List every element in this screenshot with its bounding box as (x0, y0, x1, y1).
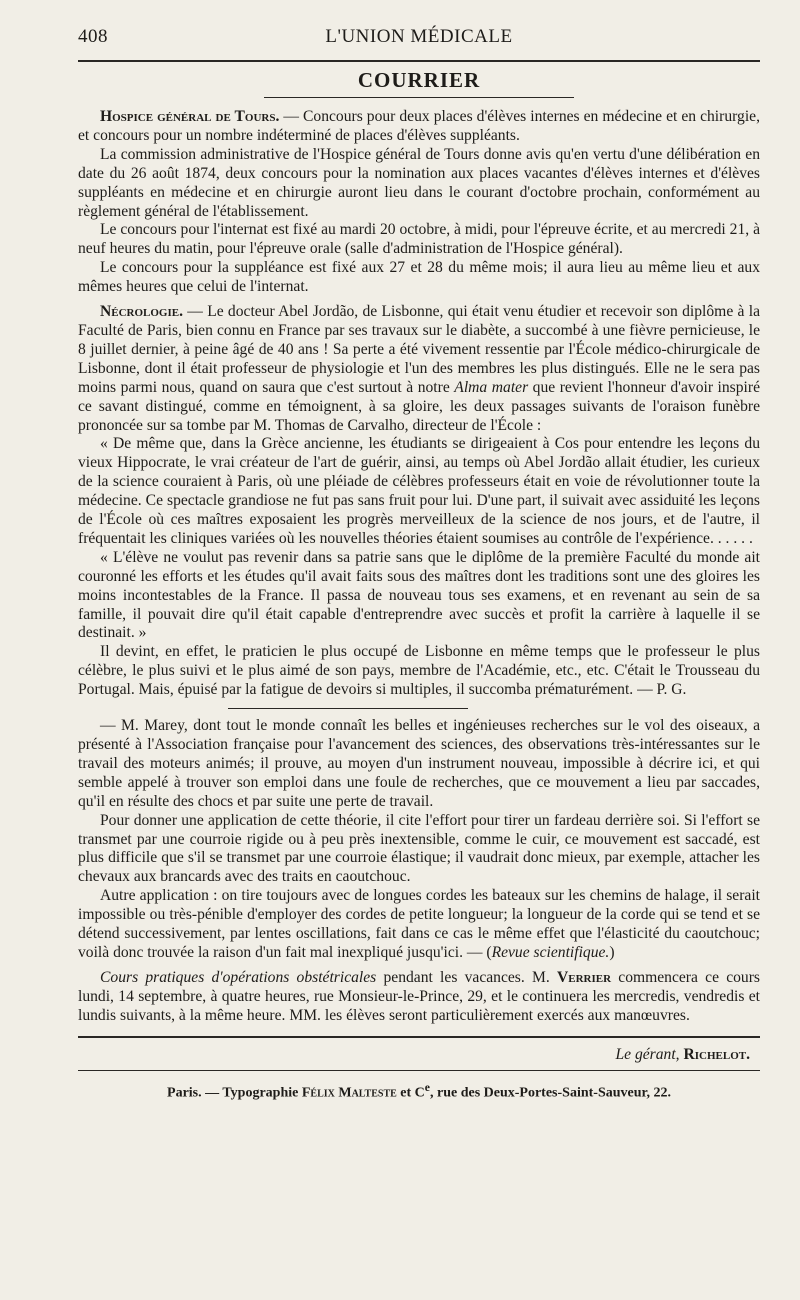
paragraph: Pour donner une application de cette théorie, il cite l'effort pour tirer un fardeau derrière soi. Si l'effort se transmet par une courroie rigide ou à peu près inextensible, comme le cuir, ce mouvement est saccadé, est plus difficile que s'il se transmet par une courroie élastique; il vaudrait donc mieux, par exemple, attacher les chevaux aux brancards avec des traits en caoutchouc. (78, 811, 760, 886)
paragraph-text: Autre application : on tire toujours avec de longues cordes les bateaux sur les chemins de halage, il serait impossible ou très-pénible d'employer des cordes de petite longueur; la longueur de la corde qui se tend et se détend successivement, par lentes oscillations, fait dans ce cas le même effet que l'élasticité du caoutchouc; voilà donc trouvée la raison d'un fait mal inexpliqué jusqu'ici. — ( (78, 887, 760, 961)
paragraph: « De même que, dans la Grèce ancienne, les étudiants se dirigeaient à Cos pour entendre les leçons du vieux Hippocrate, le vrai créateur de l'art de guérir, ainsi, au temps où Abel Jordão allait étudier, les curieux de la science couraient à Paris, où une pléiade de célèbres professeurs était en voie de révolutionner toute la médecine. Ce spectacle grandiose ne fut pas sans fruit pour lui. D'une part, il suivait avec assiduité les leçons de l'École où ces maîtres exposaient les progrès merveilleux de la science de nos jours, et de l'autre, il fréquentait les cliniques variées où les nouvelles théories étaient soumises au contrôle de l'expérience. . . . . . (78, 435, 760, 547)
section-title: COURRIER (357, 68, 481, 92)
alma-mater: Alma mater (454, 378, 529, 396)
paragraph (78, 303, 760, 435)
paragraph: La commission administrative de l'Hospice général de Tours donne avis qu'en vertu d'une délibération en date du 26 août 1874, deux concours pour la nomination aux places vacantes d'élèves internes et d'élèves suppléants en médecine et en chirurgie auront lieu dans le courant d'octobre prochain, conformément au règlement général de l'établissement. (78, 145, 760, 220)
page-header (78, 26, 760, 60)
paragraph (78, 969, 760, 1026)
header-rule (78, 60, 760, 62)
paragraph-text: commencera ce cours lundi, 14 septembre, à quatre heures, rue Monsieur-le-Prince, 29, et le continuera les mercredis, vendredis et lundis suivants, à la même heure. MM. les élèves seront particulièrement exercés aux manœuvres. (78, 968, 760, 1024)
title-rule (264, 97, 574, 98)
hospice-lead: Hospice général de Tours. (100, 108, 280, 125)
paragraph-text: pendant les vacances. M. (376, 968, 557, 986)
separator (228, 708, 468, 709)
necrologie-lead: Nécrologie. (100, 303, 184, 321)
paragraph: « L'élève ne voulut pas revenir dans sa patrie sans que le diplôme de la première Faculté du monde ait couronné les efforts et les études qu'il avait faits sous des maîtres dont les traditions sont une des gloires les moins incontestables de la France. Il passa de nouveau tous ses examens, et en revenant au sein de sa famille, il pouvait dire qu'il était capable d'entreprendre avec succès et profit la carrière à laquelle il se destinait. » (78, 548, 760, 642)
paragraph-text: que revient l'honneur d'avoir inspiré ce savant distingué, comme en témoignent, à sa gloire, les deux passages suivants de l'oraison funèbre prononcée sur sa tombe par M. Thomas de Carvalho, directeur de l'École : (78, 378, 760, 434)
paragraph-text: ) (609, 943, 615, 961)
source-citation: Revue scientifique. (491, 943, 610, 961)
paragraph: Il devint, en effet, le praticien le plus occupé de Lisbonne en même temps que le professeur le plus célèbre, le plus suivi et le plus aimé de son pays, membre de l'Académie, etc., etc. C'était le Trousseau du Portugal. Mais, épuisé par la fatigue de devoirs si multiples, il succomba prématurément. — P. G. (78, 643, 760, 699)
paragraph: — M. Marey, dont tout le monde connaît les belles et ingénieuses recherches sur le vol des oiseaux, a présenté à l'Association française pour l'avancement des sciences, des observations très-intéressantes sur le travail des moteurs animés; il prouve, au moyen d'un instrument nouveau, impossible à décrire ici, et qui semble appelé à trouver son emploi dans une foule de recherches, que ce mouvement a lieu par saccades, qu'il en résulte des chocs et par suite une perte de travail. (78, 717, 760, 810)
paragraph (78, 108, 760, 146)
footer-rule (78, 1036, 760, 1038)
paragraph: Le concours pour l'internat est fixé au mardi 20 octobre, à midi, pour l'épreuve écrite, et au mercredi 21, à neuf heures du matin, pour l'épreuve orale (salle d'administration de l'Hospice général). (78, 221, 760, 258)
imprint-text: et C (396, 1085, 425, 1101)
paragraph-text: — Le docteur Abel Jordão, de Lisbonne, qui était venu étudier et recevoir son diplôme à la Faculté de Paris, bien connu en France par ses travaux sur le diabète, a succombé à une fièvre pernicieuse, le 8 juillet dernier, à peine âgé de 40 ans ! Sa perte a été vivement ressentie par l'École médico-chirurgicale de Lisbonne, dont il était professeur de physiologie et l'un des membres les plus distingués. Elle ne le sera pas moins parmi nous, quand on saura que c'est surtout à notre (78, 303, 760, 396)
paragraph (78, 887, 760, 963)
course-title: Cours pratiques d'opérations obstétricales (100, 968, 377, 986)
imprint-rule (78, 1070, 760, 1071)
page-number: 408 (78, 26, 108, 47)
imprint (78, 1081, 760, 1102)
article-body (78, 108, 760, 1026)
course-teacher: Verrier (556, 968, 612, 986)
paragraph: Le concours pour la suppléance est fixé aux 27 et 28 du même mois; il aura lieu au même lieu et aux mêmes heures que celui de l'internat. (78, 259, 760, 296)
imprint-address: , rue des Deux-Portes-Saint-Sauveur, 22. (429, 1085, 671, 1101)
signature-label: Le gérant, (615, 1045, 680, 1063)
paragraph-text: — Concours pour deux places d'élèves internes en médecine et en chirurgie, et concours pour un nombre indéterminé de places d'élèves suppléants. (78, 108, 760, 144)
journal-title: L'UNION MÉDICALE (325, 26, 513, 47)
imprint-printer: Félix Malteste (301, 1085, 397, 1101)
imprint-sup: e (424, 1080, 430, 1094)
imprint-text: — Typographie (201, 1085, 302, 1101)
signature-name: Richelot. (683, 1045, 750, 1063)
signature (78, 1046, 750, 1064)
imprint-city: Paris. (167, 1085, 202, 1101)
